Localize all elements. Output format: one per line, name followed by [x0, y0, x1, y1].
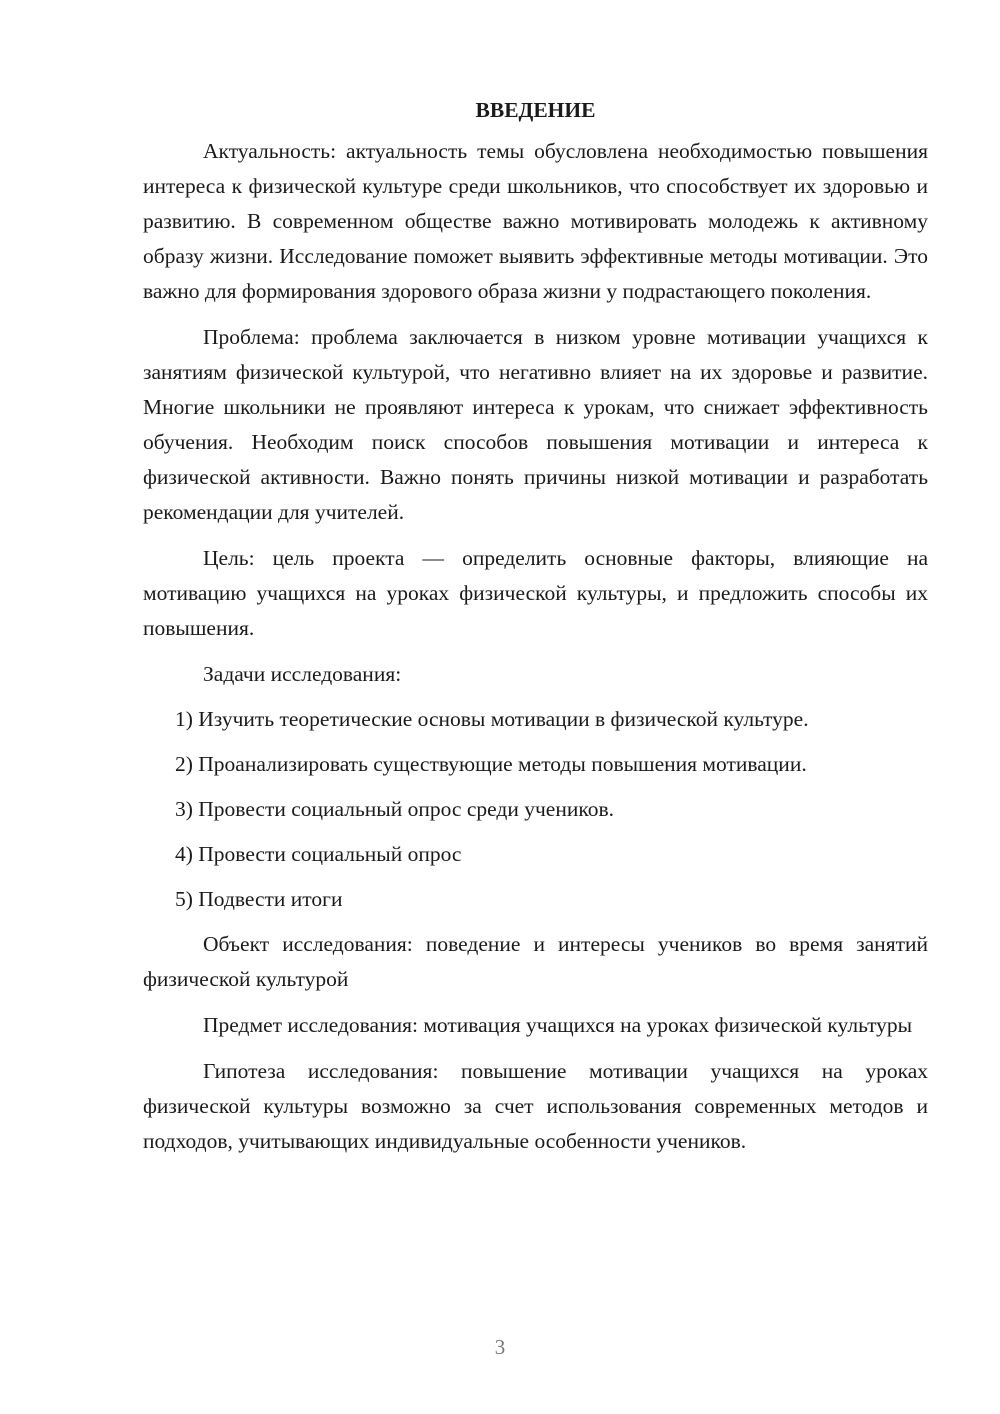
paragraph-relevance: Актуальность: актуальность темы обусловлена необходимостью повышения интереса к физической культуре среди школьников, что способствует их здоровью и развитию. В современном обществе важно мотивировать молодежь к активному образу жизни. Исследование поможет выявить эффективные методы мотивации. Это важно для формирования здорового образа жизни у подрастающего поколения.: [143, 139, 928, 303]
paragraph-problem: Проблема: проблема заключается в низком уровне мотивации учащихся к занятиям физической культурой, что негативно влияет на их здоровье и развитие. Многие школьники не проявляют интереса к урокам, что снижает эффективность обучения. Необходим поиск способов повышения мотивации и интереса к физической активности. Важно понять причины низкой мотивации и разработать рекомендации для учителей.: [143, 325, 928, 524]
paragraph-object: Объект исследования: поведение и интересы учеников во время занятий физической культурой: [143, 932, 928, 991]
paragraph-subject: Предмет исследования: мотивация учащихся на уроках физической культуры: [203, 1013, 913, 1037]
section-title: ВВЕДЕНИЕ: [475, 98, 596, 122]
task-item-5: 5) Подвести итоги: [175, 887, 343, 911]
paragraph-goal: Цель: цель проекта — определить основные факторы, влияющие на мотивацию учащихся на уроках физической культуры, и предложить способы их повышения.: [143, 546, 928, 640]
tasks-list: [143, 702, 928, 917]
document-page: [143, 92, 928, 1170]
task-item-1: 1) Изучить теоретические основы мотивации в физической культуре.: [175, 707, 809, 731]
page-number: 3: [494, 1335, 506, 1359]
paragraph-hypothesis: Гипотеза исследования: повышение мотивации учащихся на уроках физической культуры возможно за счет использования современных методов и подходов, учитывающих индивидуальные особенности учеников.: [143, 1059, 928, 1153]
task-item-4: 4) Провести социальный опрос: [175, 842, 462, 866]
task-item-3: 3) Провести социальный опрос среди учеников.: [175, 797, 614, 821]
tasks-heading: Задачи исследования:: [203, 662, 402, 686]
task-item-2: 2) Проанализировать существующие методы повышения мотивации.: [175, 752, 807, 776]
